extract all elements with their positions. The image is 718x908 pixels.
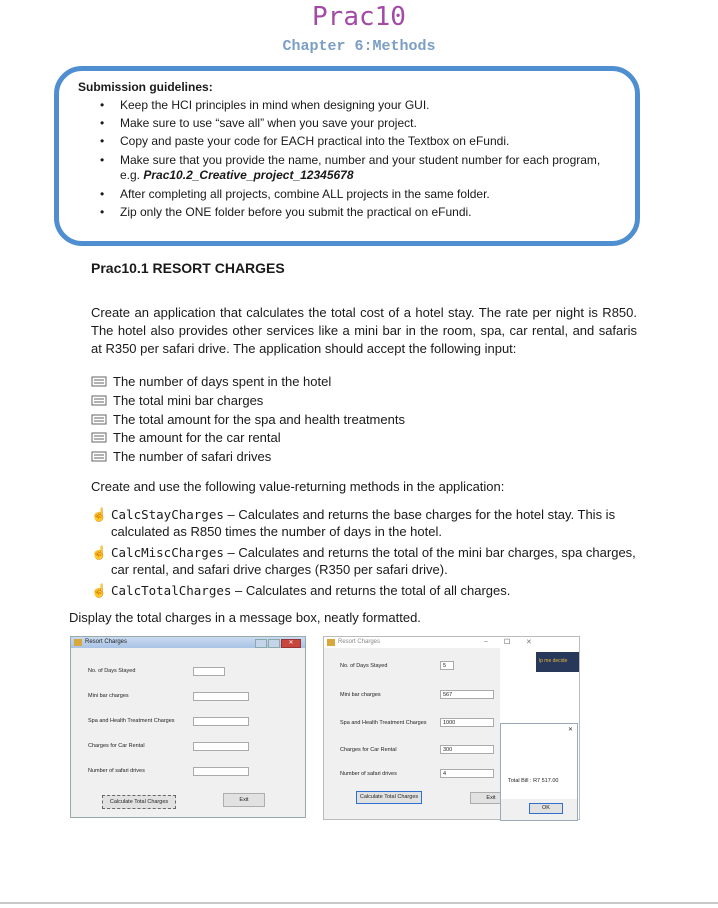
days-input[interactable]	[193, 667, 225, 676]
label-safari: Number of safari drives	[340, 771, 397, 777]
minibar-input[interactable]	[193, 692, 249, 701]
intro-paragraph: Create an application that calculates the total cost of a hotel stay. The rate per night is R850. The hotel also provides other services like a mini bar in the room, spa, car rental, and safaris at R350 per safari drive. The application should accept the following input:	[91, 305, 637, 356]
chapter-subtitle: Chapter 6:Methods	[282, 38, 436, 55]
label-spa: Spa and Health Treatment Charges	[88, 718, 175, 724]
guideline-item: • Make sure to use “save all” when you save your project.	[100, 116, 417, 130]
exit-button[interactable]: Exit	[223, 793, 265, 807]
example-filename: Prac10.2_Creative_project_12345678	[143, 168, 354, 182]
safari-input[interactable]	[193, 767, 249, 776]
exit-button[interactable]: Exit	[470, 792, 512, 804]
calculate-button[interactable]: Calculate Total Charges	[102, 795, 176, 809]
spa-input[interactable]: 1000	[440, 718, 494, 727]
label-minibar: Mini bar charges	[340, 692, 381, 698]
maximize-icon[interactable]	[268, 639, 280, 648]
method-item: ☝ CalcStayCharges – Calculates and returns the base charges for the hotel stay. This is calculated as R850 times the number of days in the hotel.	[91, 507, 616, 539]
keyboard-icon	[91, 374, 107, 386]
guideline-item: • Make sure that you provide the name, number and your student number for each program, e.g. Prac10.2_Creative_project_12345678	[100, 153, 601, 182]
display-instruction: Display the total charges in a message box, neatly formatted.	[69, 610, 421, 625]
label-minibar: Mini bar charges	[88, 693, 129, 699]
guideline-item: • Zip only the ONE folder before you submit the practical on eFundi.	[100, 205, 472, 219]
title-bar	[71, 637, 305, 648]
section-heading: Prac10.1 RESORT CHARGES	[91, 260, 285, 276]
car-input[interactable]: 300	[440, 745, 494, 754]
guideline-item: • After completing all projects, combine ALL projects in the same folder.	[100, 187, 490, 201]
background-window: lp me decide	[536, 652, 579, 672]
minimize-icon[interactable]	[255, 639, 267, 648]
pointer-hand-icon: ☝	[91, 507, 108, 522]
app-icon	[327, 639, 335, 646]
input-item: The number of days spent in the hotel	[91, 373, 331, 391]
window-title: Resort Charges	[85, 639, 128, 645]
days-input[interactable]: 5	[440, 661, 454, 670]
pointer-hand-icon: ☝	[91, 583, 108, 598]
keyboard-icon	[91, 449, 107, 461]
maximize-icon[interactable]: ☐	[504, 639, 511, 646]
label-days: No. of Days Stayed	[88, 668, 136, 674]
close-icon[interactable]: ✕	[281, 639, 301, 648]
window-title: Resort Charges	[338, 639, 381, 645]
ok-button[interactable]: OK	[529, 803, 563, 814]
message-box	[500, 723, 578, 821]
method-item: ☝ CalcMiscCharges – Calculates and returns the total of the mini bar charges, spa charges, car rental, and safari drive charges (R350 per safari drive).	[91, 545, 636, 577]
label-car: Charges for Car Rental	[88, 743, 145, 749]
label-spa: Spa and Health Treatment Charges	[340, 720, 427, 726]
spa-input[interactable]	[193, 717, 249, 726]
guideline-item: • Copy and paste your code for EACH practical into the Textbox on eFundi.	[100, 134, 510, 148]
method-item: ☝ CalcTotalCharges – Calculates and returns the total of all charges.	[91, 583, 511, 598]
app-icon	[74, 639, 82, 646]
page-title: Prac10	[312, 2, 406, 32]
form-design-screenshot	[70, 636, 306, 818]
minibar-input[interactable]: 567	[440, 690, 494, 699]
minimize-icon[interactable]: –	[484, 638, 488, 645]
label-car: Charges for Car Rental	[340, 747, 397, 753]
guidelines-heading: Submission guidelines:	[78, 80, 213, 94]
car-input[interactable]	[193, 742, 249, 751]
close-icon[interactable]: ✕	[567, 727, 573, 733]
calculate-button[interactable]: Calculate Total Charges	[356, 791, 422, 804]
page-divider	[0, 902, 718, 904]
close-icon[interactable]: ✕	[526, 639, 532, 646]
title-bar	[324, 637, 579, 648]
methods-intro: Create and use the following value-returning methods in the application:	[91, 479, 505, 494]
safari-input[interactable]: 4	[440, 769, 494, 778]
input-item: The total amount for the spa and health treatments	[91, 411, 405, 429]
guideline-item: • Keep the HCI principles in mind when designing your GUI.	[100, 98, 430, 112]
keyboard-icon	[91, 412, 107, 424]
pointer-hand-icon: ☝	[91, 545, 108, 560]
input-item: The amount for the car rental	[91, 429, 281, 447]
input-item: The total mini bar charges	[91, 392, 263, 410]
label-safari: Number of safari drives	[88, 768, 145, 774]
message-text: Total Bill : R7 517.00	[508, 778, 559, 784]
keyboard-icon	[91, 393, 107, 405]
label-days: No. of Days Stayed	[340, 663, 388, 669]
keyboard-icon	[91, 430, 107, 442]
form-run-screenshot	[323, 636, 580, 820]
input-item: The number of safari drives	[91, 448, 271, 466]
